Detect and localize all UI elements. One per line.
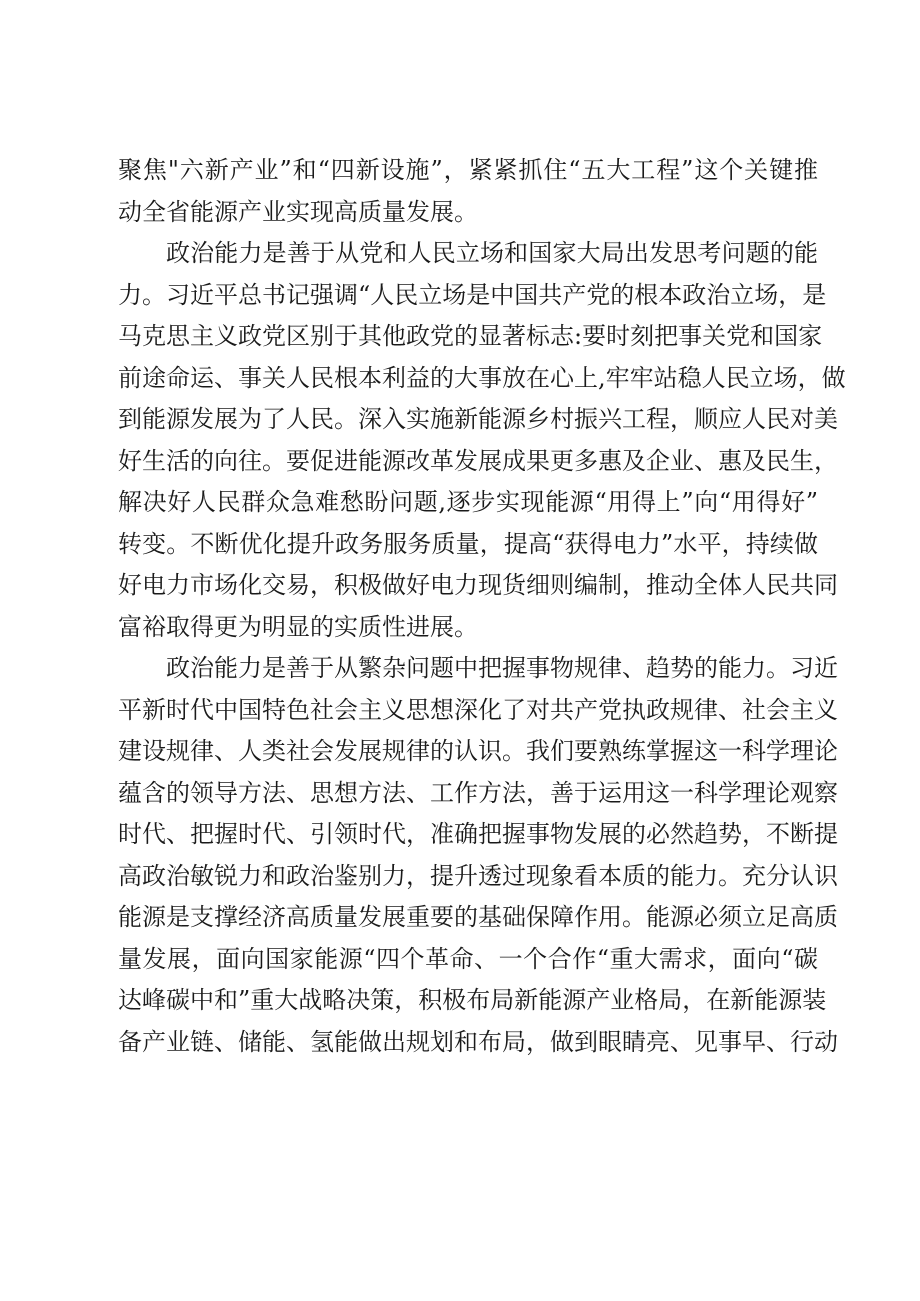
text-line: 好电力市场化交易，积极做好电力现货细则编制，推动全体人民共同 (118, 571, 838, 599)
text-line: 达峰碳中和”重大战略决策，积极布局新能源产业格局，在新能源装 (118, 986, 827, 1014)
body-text (118, 150, 846, 1063)
paragraph-first-line: 政治能力是善于从繁杂问题中把握事物规律、趋势的能力。习近 (166, 654, 838, 682)
text-line: 蕴含的领导方法、思想方法、工作方法，善于运用这一科学理论观察 (118, 778, 838, 807)
text-line: 解决好人民群众急难愁盼问题,逐步实现能源“用得上”向“用得好” (118, 488, 818, 516)
text-line: 备产业链、储能、氢能做出规划和布局，做到眼睛亮、见事早、行动 (118, 1027, 838, 1056)
text-line: 转变。不断优化提升政务服务质量，提高“获得电力”水平，持续做 (118, 529, 818, 558)
text-line: 建设规律、人类社会发展规律的认识。我们要熟练掌握这一科学理论 (118, 737, 838, 765)
text-line: 动全省能源产业实现高质量发展。 (118, 197, 478, 226)
text-line: 量发展，面向国家能源“四个革命、一个合作“重大需求，面向“碳 (118, 944, 818, 973)
paragraph-first-line: 政治能力是善于从党和人民立场和国家大局出发思考问题的能 (166, 239, 818, 267)
text-line: 好生活的向往。要促进能源改革发展成果更多惠及企业、惠及民生， (118, 446, 838, 475)
text-line: 能源是支撑经济高质量发展重要的基础保障作用。能源必须立足高质 (118, 903, 838, 931)
text-line: 高政治敏锐力和政治鉴别力，提升透过现象看本质的能力。充分认识 (118, 861, 838, 890)
text-line: 富裕取得更为明显的实质性进展。 (118, 612, 478, 641)
text-line: 平新时代中国特色社会主义思想深化了对共产党执政规律、社会主义 (118, 695, 838, 724)
text-line: 前途命运、事关人民根本利益的大事放在心上,牢牢站稳人民立场，做 (118, 363, 846, 392)
text-line: 力。习近平总书记强调“人民立场是中国共产党的根本政治立场，是 (118, 280, 827, 309)
text-line: 聚焦"六新产业”和“四新设施”，紧紧抓住“五大工程”这个关键推 (118, 156, 818, 184)
text-line: 马克思主义政党区别于其他政党的显著标志:要时刻把事关党和国家 (118, 322, 823, 350)
text-line: 到能源发展为了人民。深入实施新能源乡村振兴工程，顺应人民对美 (118, 405, 838, 433)
text-line: 时代、把握时代、引领时代，准确把握事物发展的必然趋势，不断提 (118, 820, 838, 848)
